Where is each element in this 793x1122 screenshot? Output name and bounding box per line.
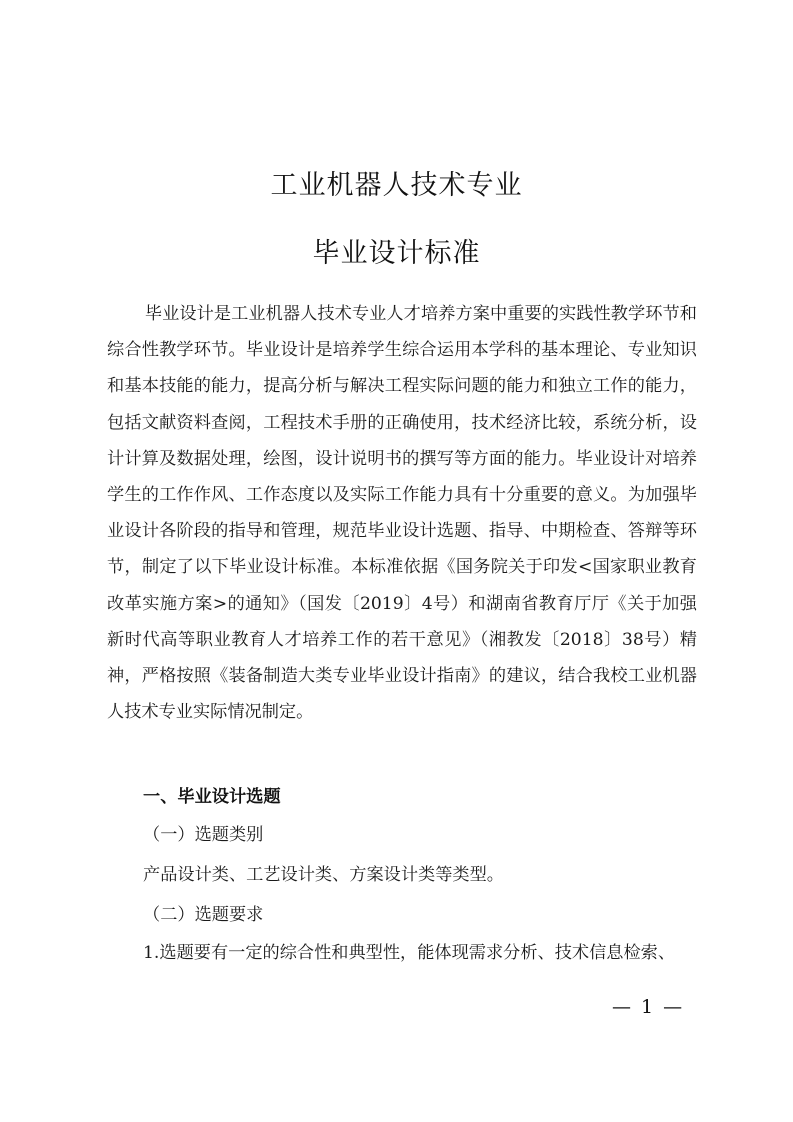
page-number: — 1 —: [612, 996, 685, 1018]
intro-paragraph: 毕业设计是工业机器人技术专业人才培养方案中重要的实践性教学环节和综合性教学环节。毕业设计是培养学生综合运用本学科的基本理论、专业知识和基本技能的能力，提高分析与解决工程实际问题的能力和独立工作的能力，包括文献资料查阅，工程技术手册的正确使用，技术经济比较，系统分析，设计计算及数据处理，绘图，设计说明书的撰写等方面的能力。毕业设计对培养学生的工作作风、工作态度以及实际工作能力具有十分重要的意义。为加强毕业设计各阶段的指导和管理，规范毕业设计选题、指导、中期检查、答辩等环节，制定了以下毕业设计标准。本标准依据《国务院关于印发<国家职业教育改革实施方案>的通知》（国发〔2019〕4号）和湖南省教育厅厅《关于加强新时代高等职业教育人才培养工作的若干意见》（湘教发〔2018〕38号）精神，严格按照《装备制造大类专业毕业设计指南》的建议，结合我校工业机器人技术专业实际情况制定。: [107, 304, 697, 723]
topic-category-text: 产品设计类、工艺设计类、方案设计类等类型。: [143, 865, 504, 885]
document-title-line1: 工业机器人技术专业: [270, 170, 523, 201]
document-title-line2: 毕业设计标准: [312, 238, 481, 269]
subsection-heading-topic-requirements: （二）选题要求: [143, 905, 264, 925]
section-heading-topic-selection: 一、毕业设计选题: [143, 787, 281, 807]
requirement-item-1: 1.选题要有一定的综合性和典型性，能体现需求分析、技术信息检索、: [143, 943, 676, 963]
subsection-heading-topic-category: （一）选题类别: [143, 825, 264, 845]
